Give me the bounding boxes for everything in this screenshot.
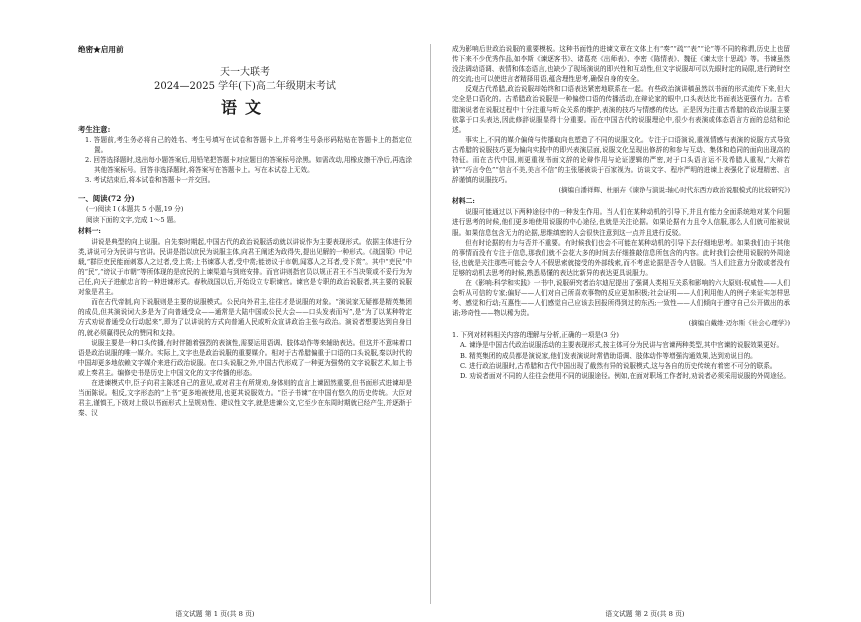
exam-title: 2024—2025 学年(下)高二年级期末考试 xyxy=(154,81,336,92)
material2-paragraph: 在《影响:科学和实践》一书中,说服研究者治尔迪尼提出了强调人类相互关系和影响的六大原则:权威性——人们会听从可信的专家;偏好——人们对自己所喜欢事物的反应更加积极;社会证明——人们利用他人的例子来证实怎样思考、感觉和行动;互惠性——人们感觉自己应该去回报所得到过的东西;一致性——人们倾向于遵守自己公开做出的承诺;珍奇性——物以稀为贵。 xyxy=(452,278,790,318)
material1-paragraph: 反观古代希腊,政治说服却始终和口语表达紧密地联系在一起。有些政治演讲稿虽然以书面的形式流传下来,但大完全是口语化的。古希腊政治说服是一种偏傍口语的传播活动,在辩论家的眼中,口头表达比书面表达更强有力。古希腊演说者在说服过程中十分注重与听众关系的维护,表演的技巧与情感的传达。正是因为注重古希腊的政治说服主要依靠于口头表达,因此修辞说服显得十分重要。而在中国古代的说服理论中,很少有表演或体态语言方面的总结和论述。 xyxy=(452,85,790,134)
material2-label: 材料二: xyxy=(452,197,475,206)
secret-label: 绝密★启用前 xyxy=(78,45,124,54)
option-a: A. 谏诤是中国古代政治说服活动的主要表现形式,按主体可分为民讲与官谏两种类型,其中官谏的说服效果更好。 xyxy=(460,341,784,350)
page-footer-left: 语文试题 第 1 页(共 8 页) xyxy=(175,610,255,618)
material1-continued: 成为影响后世政治说服的重要模板。这种书面性的进谏文章在文体上有“奏”“疏”“表”“论”等不同的称谓,历史上也留传下来不少优秀作品,如李斯《谏逐客书》、诸葛亮《出师表》、李密《陈情表》、魏征《谏太宗十思疏》等。书谏虽然没法调动语调、表情和体态语言,也缺少了现场演说的即兴性和互动性,但文字说服却可以先眼时定的局限,进行跨时空的交流;也可以使进言者精择用语,蕴含理性思考,确保自身的安全。 xyxy=(452,45,790,84)
notes-title: 考生注意: xyxy=(78,125,111,134)
note-item: 1. 答题前,考生务必将自己的姓名、考生号填写在试卷和答题卡上,并将考生号条形码粘贴在答题卡上的指定位置。 xyxy=(85,136,412,155)
right-page xyxy=(430,0,860,622)
exam-header xyxy=(78,66,412,120)
material1-paragraph: 而在古代帝制,向下说服则是主要的说服模式。公民向外君主,往往才是说服的对象。“演说家无疑都是精英集团的成员,但其演说词大多是为了向普通受众——通常是大陆中国或公民大会——口头发表而写”,是“为了以某种特定方式劝说普通受众行动起来”,即为了以讲说的方式向普通人民或听众宣讲政治主张与政治。演说者想要达到自身目的,就必须赢得民众的赞同和支持。 xyxy=(78,298,412,337)
section-title: 一、阅读(72 分) xyxy=(78,194,135,204)
page-footer-right: 语文试题 第 2 页(共 8 页) xyxy=(605,610,685,618)
material1-paragraph: 说服主要是一种口头传播,有时伴随着强烈的表演性,需要运用语调、肢体动作等来辅助表达。但这并不意味着口语是政治说服的唯一媒介。实际上,文字也是政治说服的重要媒介。相对于古希腊偏重于口语的口头说服,秦以时代的中国却更多地依赖文字媒介来进行政治说服。在口头说服之外,中国古代形成了一种更为强势的文字说服艺术,如上书或上奏君主。编修史书是历史上中国文化的文字传播的形态。 xyxy=(78,338,412,377)
material2-paragraph: 说服可能通过以下两种途径中的一种发生作用。当人们在某种动机的引导下,并且有能力全面系统地对某个问题进行思考的时候,他们更多地使用说服的中心途径,也就是关注论据。如果论据有力且令人信服,那么人们就可能被说服。如果信息包含无力的论据,思维缜密的人会很快注意到这一点并且进行反驳。 xyxy=(452,208,790,237)
note-item: 3. 考试结束后,将本试卷和答题卡一并交回。 xyxy=(85,176,215,185)
material1-label: 材料一: xyxy=(78,226,101,235)
section-instruction: 阅读下面的文字,完成 1～5 题。 xyxy=(86,215,180,224)
left-page xyxy=(0,0,430,622)
material2-paragraph: 但有时论据的有力与否并不重要。有时候我们也会不可能在某种动机的引导下去仔细地思考。如果我们由于其他的事情而没有专注于信息,那我们就不会花大多的时间去仔细推敲信息所包含的内容。此时我们会使用说服的外周途径,也就是关注那些可能会令人不假思索就接受的外部线索,而不考虑论据是否令人信服。当人们注意力分散或者没有足够的动机去思考的时候,熟悉易懂的表达比新异的表达更具说服力。 xyxy=(452,238,790,277)
material2-source: (摘编自戴维·迈尔斯《社会心理学》) xyxy=(688,319,790,328)
notes-list xyxy=(78,135,412,185)
material1-source: (摘编自潘祥辉、杜丽卉《谏诤与演说:轴心时代东西方政治说服模式的比较研究》) xyxy=(558,186,790,195)
note-item: 2. 回答选择题时,选出每小题答案后,用铅笔把答题卡对应题目的答案标号涂黑。如需改动,用橡皮擦干净后,再选涂其他答案标号。回答非选择题时,将答案写在答题卡上。写在本试卷上无效。 xyxy=(85,156,412,175)
option-b: B. 精英集团的成员都是演说家,他们发表演说时常借助语调、肢体动作等增强沟通效果,达到劝说目的。 xyxy=(460,351,757,360)
section-sub: (一)阅读 I (本题共 5 小题,19 分) xyxy=(86,205,184,214)
material1-paragraph: 讲说是典型的向上说服。自先秦时期起,中国古代的政治说服活动就以讲说作为主要表现形式。依据主体进行分类,讲说可分为民讲与官讲。民讲是指以庶民为说服主体,向君王阐述为政得失,提出见解的一种形式。《战国策》中记载,“群臣吏民能面刺寡人之过者,受上赏;上书谏寡人者,受中赏;能谤议于市朝,闻寡人之耳者,受下赏”。其中“吏民”中的“民”,“谤议于市朝”等所体现的是庶民的上谏渠道与到庭安排。而官讲则指官员以规正君王不当决策或不妥行为为己任,向天子进献忠言的一种进谏形式。春秋战国以后,开始设立专职谏官。谏官是专职的政治说服者,其主要的说服对象是君主。 xyxy=(78,237,412,297)
material1-paragraph: 事实上,不同的媒介偏倚与传播取向也塑造了不同的说服文化。专注于口语演说,重视情感与表演的说服方式导致古希腊的说服技巧更为偏向实践中的即兴表演层面,说服文化呈现出修辞的和参与互动、集体和趋同的面向出现高的特征。而在古代中国,则更重视书面文辞的论辩作用与论证逻辑的严密,对于口头语言运不及希腊人重视,“大辩若讷”“巧言令色”“信言不美,美言不信”的主张屡被谈于百家视为。访谈文字、程序严明的进谏上表强化了说理精密、言辞谨慎的说服技巧。 xyxy=(452,135,790,185)
option-c: C. 进行政治说服时,古希腊和古代中国出现了截然有异的说服模式,这与各自的历史传统有着密不可分的联系。 xyxy=(460,361,777,370)
option-d: D. 劝说者面对不同的人往往会使用不同的说服途径。例如,在面对职场工作者时,劝说者必须采用说服的外周途径。 xyxy=(460,371,790,380)
subject-title: 语文 xyxy=(220,98,269,117)
question-1: 1. 下列对材料相关内容的理解与分析,正确的一项是(3 分) xyxy=(452,331,619,340)
exam-org: 天一大联考 xyxy=(220,67,270,78)
material1-paragraph: 在进谏模式中,臣子向君主陈述自己的意见,或对君主有所规劝,身体则的直言上谏固然重要,但书面形式进谏却是当面陈说。相反,文字形态的“上书”更多地被使用,也更其说服效力。“臣子书谏”在中国有悠久的历史传统。大臣对君主,谨慎王,下级对上级以书面形式上呈规劝性、建议性文字,就是进谏公文,它至少在东周时期就已经产生,并逐渐于秦、汉 xyxy=(78,378,412,418)
